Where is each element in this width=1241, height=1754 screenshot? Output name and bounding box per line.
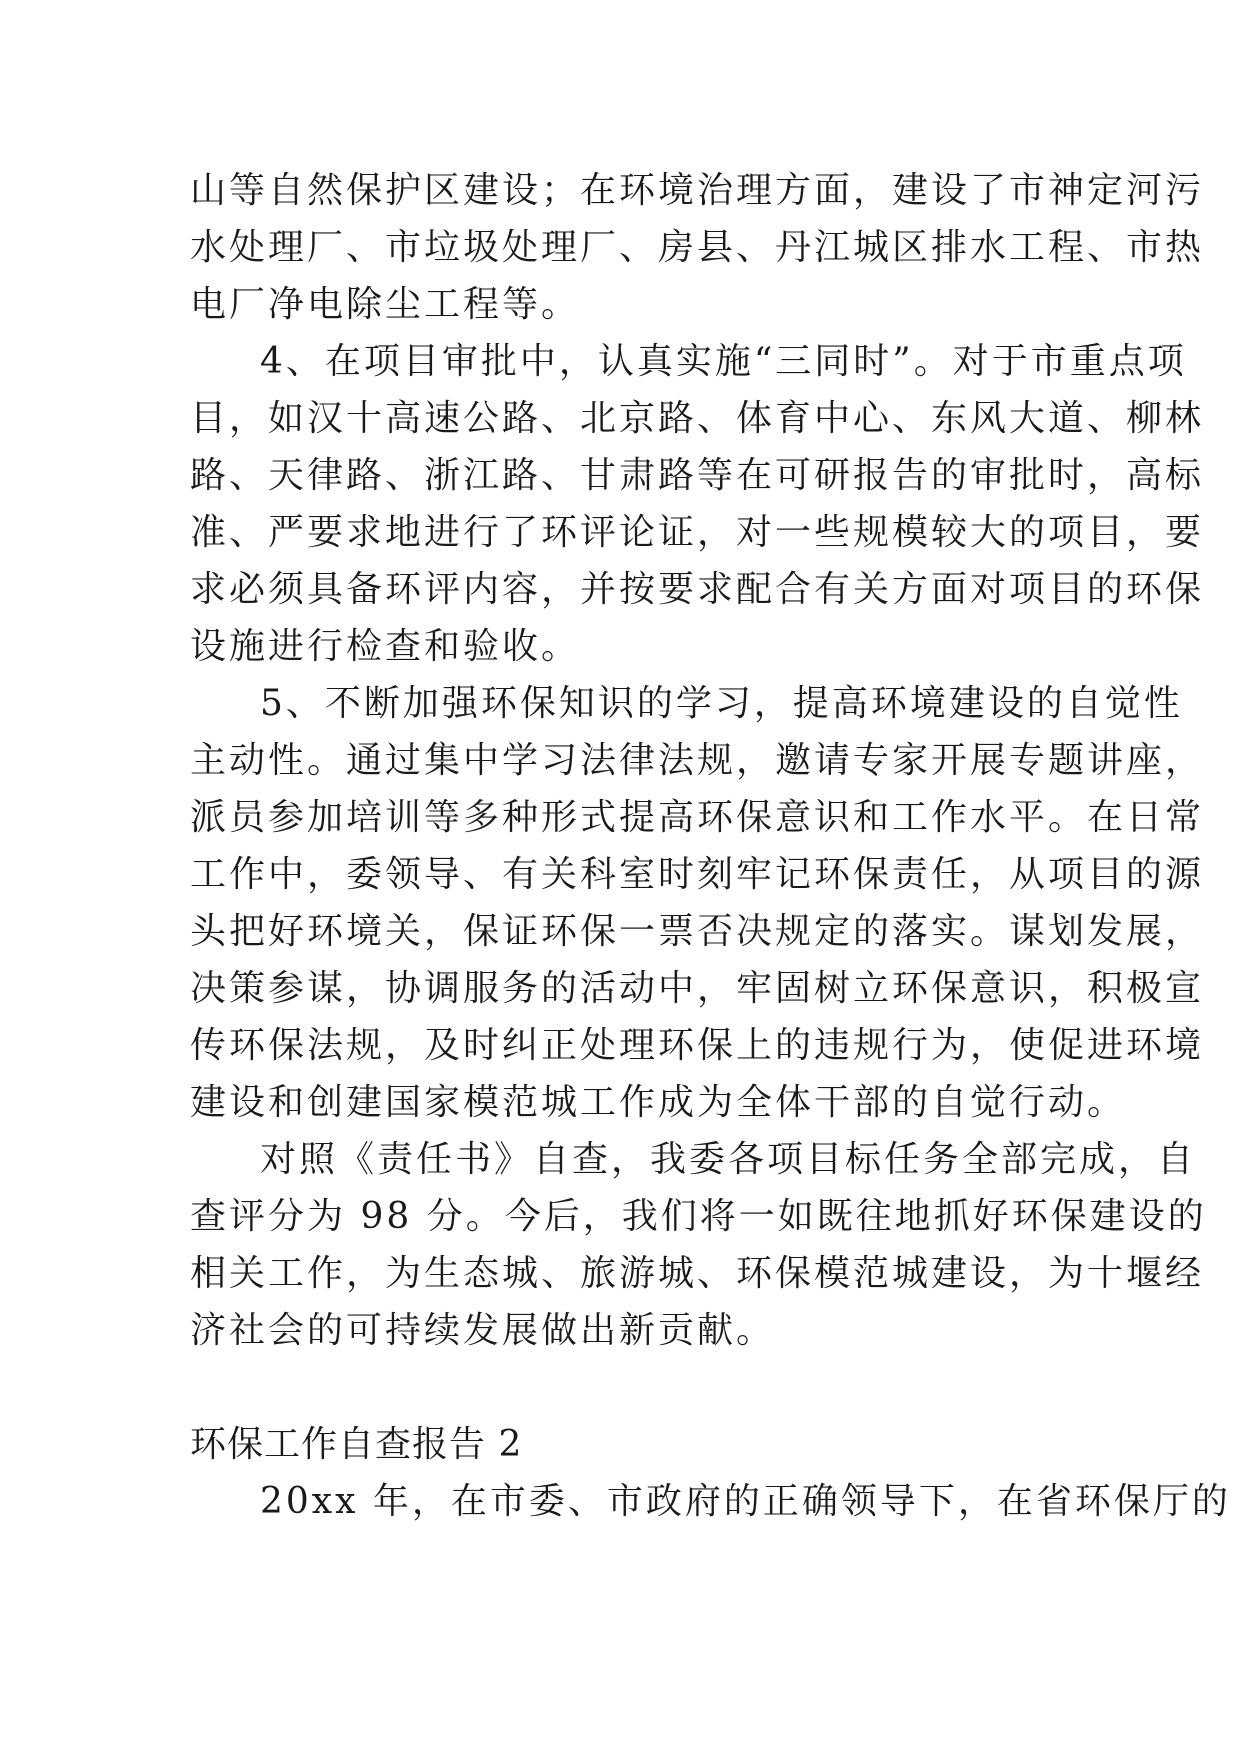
paragraph-2 xyxy=(190,333,1205,675)
text-line: 设施进行检查和验收。 xyxy=(190,626,581,667)
paragraph-5 xyxy=(190,1473,1231,1530)
text-line: 20xx 年，在市委、市政府的正确领导下，在省环保厅的 xyxy=(260,1481,1231,1522)
text-line: 济社会的可持续发展做出新贡献。 xyxy=(190,1310,776,1351)
text-line: 建设和创建国家模范城工作成为全体干部的自觉行动。 xyxy=(190,1082,1127,1123)
text-line: 水处理厂、市垃圾处理厂、房县、丹江城区排水工程、市热 xyxy=(190,227,1205,268)
paragraph-3 xyxy=(190,675,1205,1131)
text-line: 准、严要求地进行了环评论证，对一些规模较大的项目，要 xyxy=(190,512,1205,553)
text-line: 求必须具备环评内容，并按要求配合有关方面对项目的环保 xyxy=(190,569,1205,610)
text-line: 电厂净电除尘工程等。 xyxy=(190,284,581,325)
blank-line xyxy=(190,1359,1058,1416)
text-line: 对照《责任书》自查，我委各项目标任务全部完成，自 xyxy=(260,1139,1197,1180)
text-line: 主动性。通过集中学习法律法规，邀请专家开展专题讲座， xyxy=(190,740,1205,781)
section-heading: 环保工作自查报告 2 xyxy=(190,1424,523,1465)
text-line: 5、不断加强环保知识的学习，提高环境建设的自觉性 xyxy=(260,683,1183,724)
text-line: 路、天律路、浙江路、甘肃路等在可研报告的审批时，高标 xyxy=(190,455,1205,496)
text-line: 工作中，委领导、有关科室时刻牢记环保责任，从项目的源 xyxy=(190,854,1205,895)
text-line: 派员参加培训等多种形式提高环保意识和工作水平。在日常 xyxy=(190,797,1205,838)
text-line: 山等自然保护区建设；在环境治理方面，建设了市神定河污 xyxy=(190,170,1205,211)
text-line: 传环保法规，及时纠正处理环保上的违规行为，使促进环境 xyxy=(190,1025,1205,1066)
text-line: 决策参谋，协调服务的活动中，牢固树立环保意识，积极宣 xyxy=(190,968,1205,1009)
paragraph-4 xyxy=(190,1131,1207,1359)
text-line: 相关工作，为生态城、旅游城、环保模范城建设，为十堰经 xyxy=(190,1253,1205,1294)
text-line: 头把好环境关，保证环保一票否决规定的落实。谋划发展， xyxy=(190,911,1205,952)
text-line: 4、在项目审批中，认真实施“三同时”。对于市重点项 xyxy=(260,341,1187,382)
text-line: 查评分为 98 分。今后，我们将一如既往地抓好环保建设的 xyxy=(190,1196,1207,1237)
document-page xyxy=(190,162,1231,1530)
paragraph-1 xyxy=(190,162,1205,333)
text-line: 目，如汉十高速公路、北京路、体育中心、东风大道、柳林 xyxy=(190,398,1205,439)
